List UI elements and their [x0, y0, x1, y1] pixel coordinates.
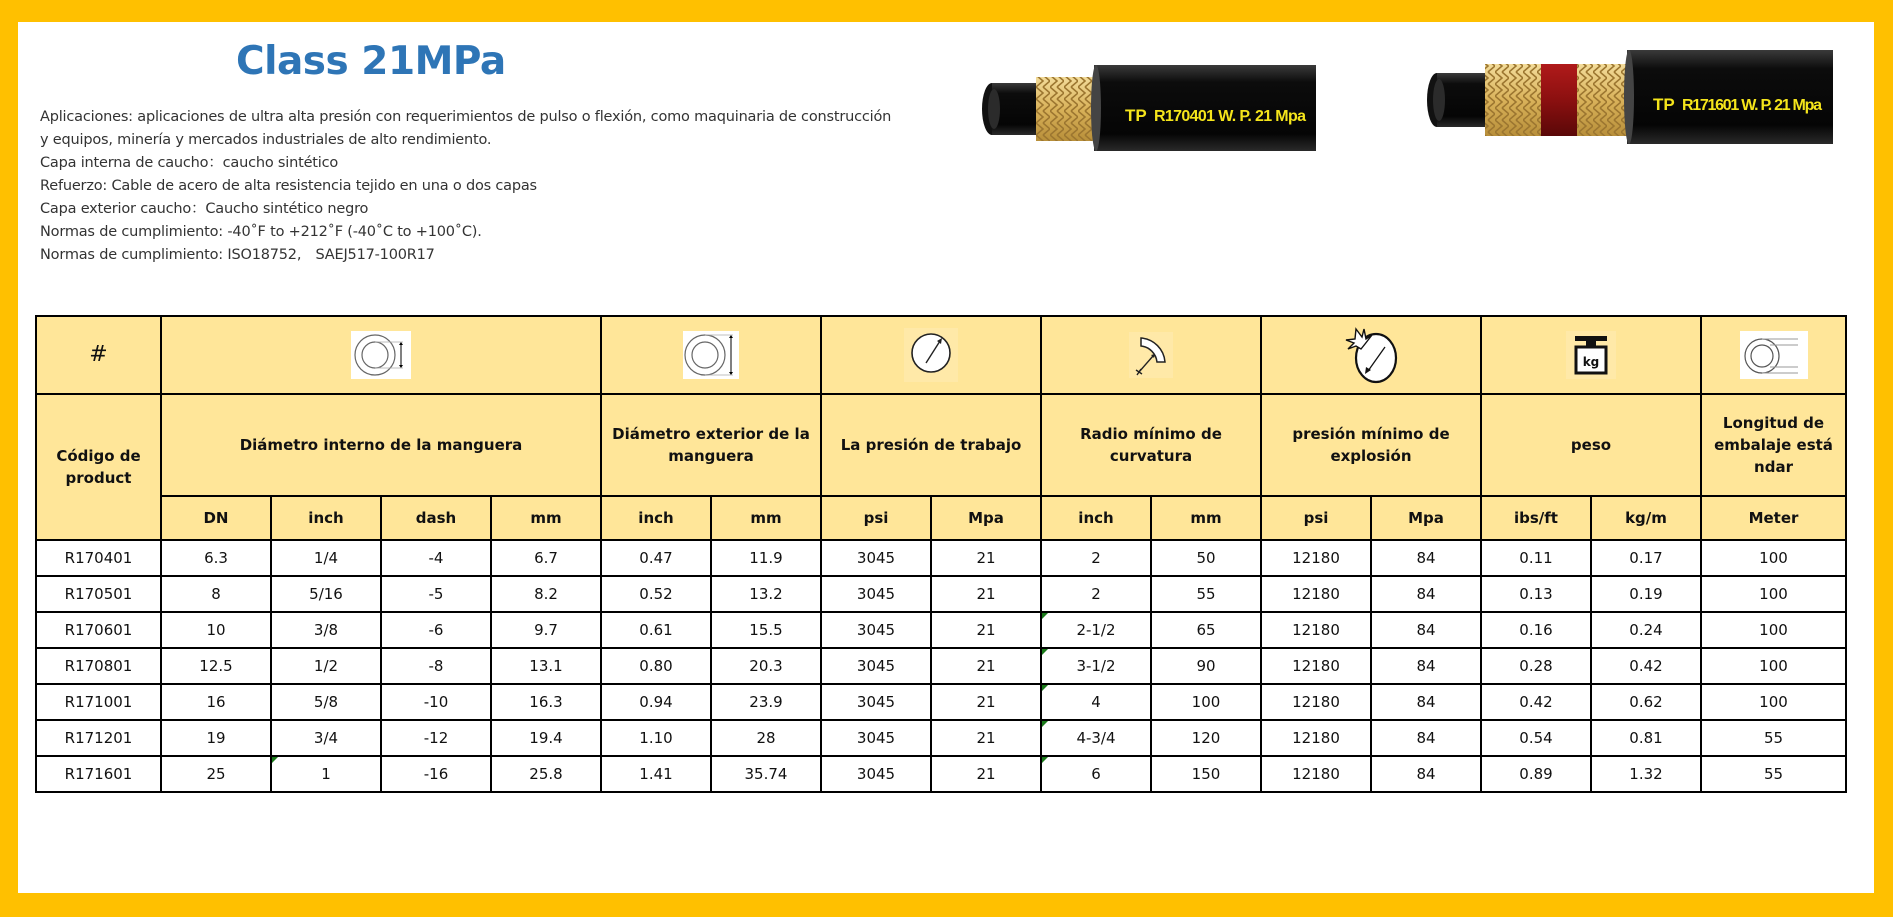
table-cell: 3/4 — [271, 720, 381, 756]
table-cell: 0.19 — [1591, 576, 1701, 612]
table-cell: 6 — [1041, 756, 1151, 792]
table-cell: 3045 — [821, 612, 931, 648]
bend-radius-icon-cell — [1041, 316, 1261, 394]
unit-header: mm — [711, 496, 821, 540]
table-cell: 25.8 — [491, 756, 601, 792]
table-cell: -8 — [381, 648, 491, 684]
unit-header: inch — [1041, 496, 1151, 540]
working-pressure-icon-cell — [821, 316, 1041, 394]
unit-header: inch — [601, 496, 711, 540]
hose-image-single-braid — [980, 63, 1316, 153]
standards-text: Normas de cumplimiento: ISO18752, SAEJ517-100R17 — [40, 247, 435, 263]
table-cell: 12.5 — [161, 648, 271, 684]
product-code-cell: R170501 — [36, 576, 161, 612]
unit-header: Meter — [1701, 496, 1846, 540]
table-cell: 0.24 — [1591, 612, 1701, 648]
product-code-cell: R170401 — [36, 540, 161, 576]
table-cell: 120 — [1151, 720, 1261, 756]
inner-tube-text: Capa interna de caucho：caucho sintético — [40, 155, 339, 171]
table-cell: 1.32 — [1591, 756, 1701, 792]
table-cell: 23.9 — [711, 684, 821, 720]
table-cell: -5 — [381, 576, 491, 612]
table-cell: 9.7 — [491, 612, 601, 648]
table-cell: 16 — [161, 684, 271, 720]
table-row — [36, 540, 1846, 576]
table-cell: 12180 — [1261, 576, 1371, 612]
table-cell: 21 — [931, 648, 1041, 684]
hose-print-text: R170401 W. P. 21 Mpa — [1154, 108, 1306, 125]
table-cell: 28 — [711, 720, 821, 756]
unit-header: psi — [1261, 496, 1371, 540]
table-cell: 4-3/4 — [1041, 720, 1151, 756]
unit-header: psi — [821, 496, 931, 540]
unit-header: kg/m — [1591, 496, 1701, 540]
table-cell: 55 — [1701, 720, 1846, 756]
table-cell: 0.52 — [601, 576, 711, 612]
table-cell: 84 — [1371, 684, 1481, 720]
table-cell: 1.41 — [601, 756, 711, 792]
table-cell: 100 — [1701, 684, 1846, 720]
icon-header-row — [36, 316, 1846, 394]
table-cell: 0.47 — [601, 540, 711, 576]
table-cell: 21 — [931, 720, 1041, 756]
table-cell: 15.5 — [711, 612, 821, 648]
table-cell: 0.81 — [1591, 720, 1701, 756]
table-cell: 10 — [161, 612, 271, 648]
table-cell: 16.3 — [491, 684, 601, 720]
unit-header: inch — [271, 496, 381, 540]
hose-print-text: R171601 W. P. 21 Mpa — [1682, 97, 1822, 114]
unit-header: mm — [491, 496, 601, 540]
table-cell: 3045 — [821, 576, 931, 612]
table-cell: 150 — [1151, 756, 1261, 792]
table-cell: 0.62 — [1591, 684, 1701, 720]
unit-header: ibs/ft — [1481, 496, 1591, 540]
table-body — [36, 540, 1846, 792]
table-cell: 21 — [931, 684, 1041, 720]
unit-header: DN — [161, 496, 271, 540]
table-cell: 20.3 — [711, 648, 821, 684]
product-description — [40, 106, 900, 267]
table-cell: 21 — [931, 612, 1041, 648]
table-cell: 55 — [1701, 756, 1846, 792]
spec-table — [35, 315, 1847, 793]
table-cell: 4 — [1041, 684, 1151, 720]
table-cell: 0.94 — [601, 684, 711, 720]
table-cell: 0.16 — [1481, 612, 1591, 648]
outer-cover-text: Capa exterior caucho：Caucho sintético negro — [40, 201, 369, 217]
table-cell: -12 — [381, 720, 491, 756]
pressure-gauge-icon — [904, 328, 958, 382]
table-cell: 3045 — [821, 720, 931, 756]
table-cell: 0.42 — [1591, 648, 1701, 684]
table-cell: 13.1 — [491, 648, 601, 684]
table-cell: 0.17 — [1591, 540, 1701, 576]
length-icon-cell — [1701, 316, 1846, 394]
reinforcement-text: Refuerzo: Cable de acero de alta resistencia tejido en una o dos capas — [40, 178, 537, 194]
table-cell: 84 — [1371, 720, 1481, 756]
hose-logo: TP — [1125, 106, 1147, 125]
table-cell: -4 — [381, 540, 491, 576]
table-cell: 19.4 — [491, 720, 601, 756]
weight-kg-icon — [1566, 331, 1616, 379]
table-cell: 25 — [161, 756, 271, 792]
table-cell: 6.7 — [491, 540, 601, 576]
table-cell: 3-1/2 — [1041, 648, 1151, 684]
table-row — [36, 684, 1846, 720]
table-cell: 1/4 — [271, 540, 381, 576]
table-cell: 100 — [1701, 576, 1846, 612]
burst-pressure-icon-cell — [1261, 316, 1481, 394]
table-cell: 21 — [931, 540, 1041, 576]
product-code-cell: R170801 — [36, 648, 161, 684]
table-cell: 35.74 — [711, 756, 821, 792]
hose-image-double-braid — [1425, 48, 1833, 146]
table-row — [36, 612, 1846, 648]
table-cell: 3045 — [821, 540, 931, 576]
header-length: Longitud de embalaje está ndar — [1701, 394, 1846, 496]
product-code-cell: R171601 — [36, 756, 161, 792]
product-code-cell: R171201 — [36, 720, 161, 756]
table-cell: 3045 — [821, 684, 931, 720]
table-cell: 0.42 — [1481, 684, 1591, 720]
table-cell: 11.9 — [711, 540, 821, 576]
table-cell: 84 — [1371, 540, 1481, 576]
table-cell: 100 — [1701, 612, 1846, 648]
table-row — [36, 720, 1846, 756]
table-cell: 12180 — [1261, 684, 1371, 720]
table-cell: 12180 — [1261, 648, 1371, 684]
table-cell: 2-1/2 — [1041, 612, 1151, 648]
table-cell: 100 — [1151, 684, 1261, 720]
table-cell: 100 — [1701, 540, 1846, 576]
outer-diameter-icon — [683, 331, 739, 379]
header-inner-diameter: Diámetro interno de la manguera — [161, 394, 601, 496]
header-weight: peso — [1481, 394, 1701, 496]
table-cell: 0.28 — [1481, 648, 1591, 684]
table-cell: 100 — [1701, 648, 1846, 684]
table-cell: 2 — [1041, 576, 1151, 612]
header-burst-pressure: presión mínimo de explosión — [1261, 394, 1481, 496]
product-code-cell: R171001 — [36, 684, 161, 720]
product-code-cell: R170601 — [36, 612, 161, 648]
table-cell: 3045 — [821, 756, 931, 792]
table-cell: 0.80 — [601, 648, 711, 684]
table-cell: -16 — [381, 756, 491, 792]
table-cell: 1/2 — [271, 648, 381, 684]
table-row — [36, 756, 1846, 792]
group-header-row — [36, 394, 1846, 496]
unit-header: Mpa — [931, 496, 1041, 540]
header-outer-diameter: Diámetro exterior de la manguera — [601, 394, 821, 496]
inner-diameter-icon-cell — [161, 316, 601, 394]
header-code: Código de product — [36, 394, 161, 540]
table-cell: 8.2 — [491, 576, 601, 612]
table-cell: 19 — [161, 720, 271, 756]
table-cell: 84 — [1371, 648, 1481, 684]
unit-header-row — [36, 496, 1846, 540]
table-cell: 0.13 — [1481, 576, 1591, 612]
table-cell: 55 — [1151, 576, 1261, 612]
hash-header: # — [36, 316, 161, 394]
table-cell: 84 — [1371, 612, 1481, 648]
table-cell: 84 — [1371, 576, 1481, 612]
table-cell: 50 — [1151, 540, 1261, 576]
unit-header: mm — [1151, 496, 1261, 540]
table-cell: 84 — [1371, 756, 1481, 792]
table-cell: 6.3 — [161, 540, 271, 576]
outer-diameter-icon-cell — [601, 316, 821, 394]
table-cell: 21 — [931, 756, 1041, 792]
table-cell: 8 — [161, 576, 271, 612]
table-cell: 13.2 — [711, 576, 821, 612]
table-row — [36, 576, 1846, 612]
applications-text: Aplicaciones: aplicaciones de ultra alta presión con requerimientos de pulso o flexión, como maquinaria de construcción y equipos, minería y mercados industriales de alto rendimiento. — [40, 109, 892, 148]
table-cell: -10 — [381, 684, 491, 720]
table-row — [36, 648, 1846, 684]
temperature-text: Normas de cumplimiento: -40˚F to +212˚F (-40˚C to +100˚C). — [40, 224, 482, 240]
inner-diameter-icon — [351, 331, 411, 379]
table-cell: 0.11 — [1481, 540, 1591, 576]
unit-header: dash — [381, 496, 491, 540]
table-cell: 12180 — [1261, 612, 1371, 648]
table-cell: 0.89 — [1481, 756, 1591, 792]
weight-icon-label: kg — [1582, 355, 1600, 369]
weight-icon-cell — [1481, 316, 1701, 394]
table-cell: 0.54 — [1481, 720, 1591, 756]
header-bend-radius: Radio mínimo de curvatura — [1041, 394, 1261, 496]
table-cell: 3/8 — [271, 612, 381, 648]
table-cell: 5/16 — [271, 576, 381, 612]
table-cell: 1 — [271, 756, 381, 792]
hose-logo: TP — [1653, 95, 1675, 114]
table-cell: 5/8 — [271, 684, 381, 720]
table-cell: 1.10 — [601, 720, 711, 756]
bend-radius-icon — [1129, 332, 1173, 378]
coil-length-icon — [1740, 331, 1808, 379]
table-cell: 12180 — [1261, 540, 1371, 576]
table-cell: -6 — [381, 612, 491, 648]
page-title: Class 21MPa — [236, 39, 506, 84]
datasheet — [18, 22, 1874, 893]
table-cell: 3045 — [821, 648, 931, 684]
table-cell: 12180 — [1261, 756, 1371, 792]
burst-icon — [1338, 325, 1404, 385]
unit-header: Mpa — [1371, 496, 1481, 540]
table-cell: 21 — [931, 576, 1041, 612]
table-cell: 12180 — [1261, 720, 1371, 756]
table-cell: 2 — [1041, 540, 1151, 576]
table-cell: 0.61 — [601, 612, 711, 648]
table-cell: 90 — [1151, 648, 1261, 684]
table-cell: 65 — [1151, 612, 1261, 648]
header-working-pressure: La presión de trabajo — [821, 394, 1041, 496]
